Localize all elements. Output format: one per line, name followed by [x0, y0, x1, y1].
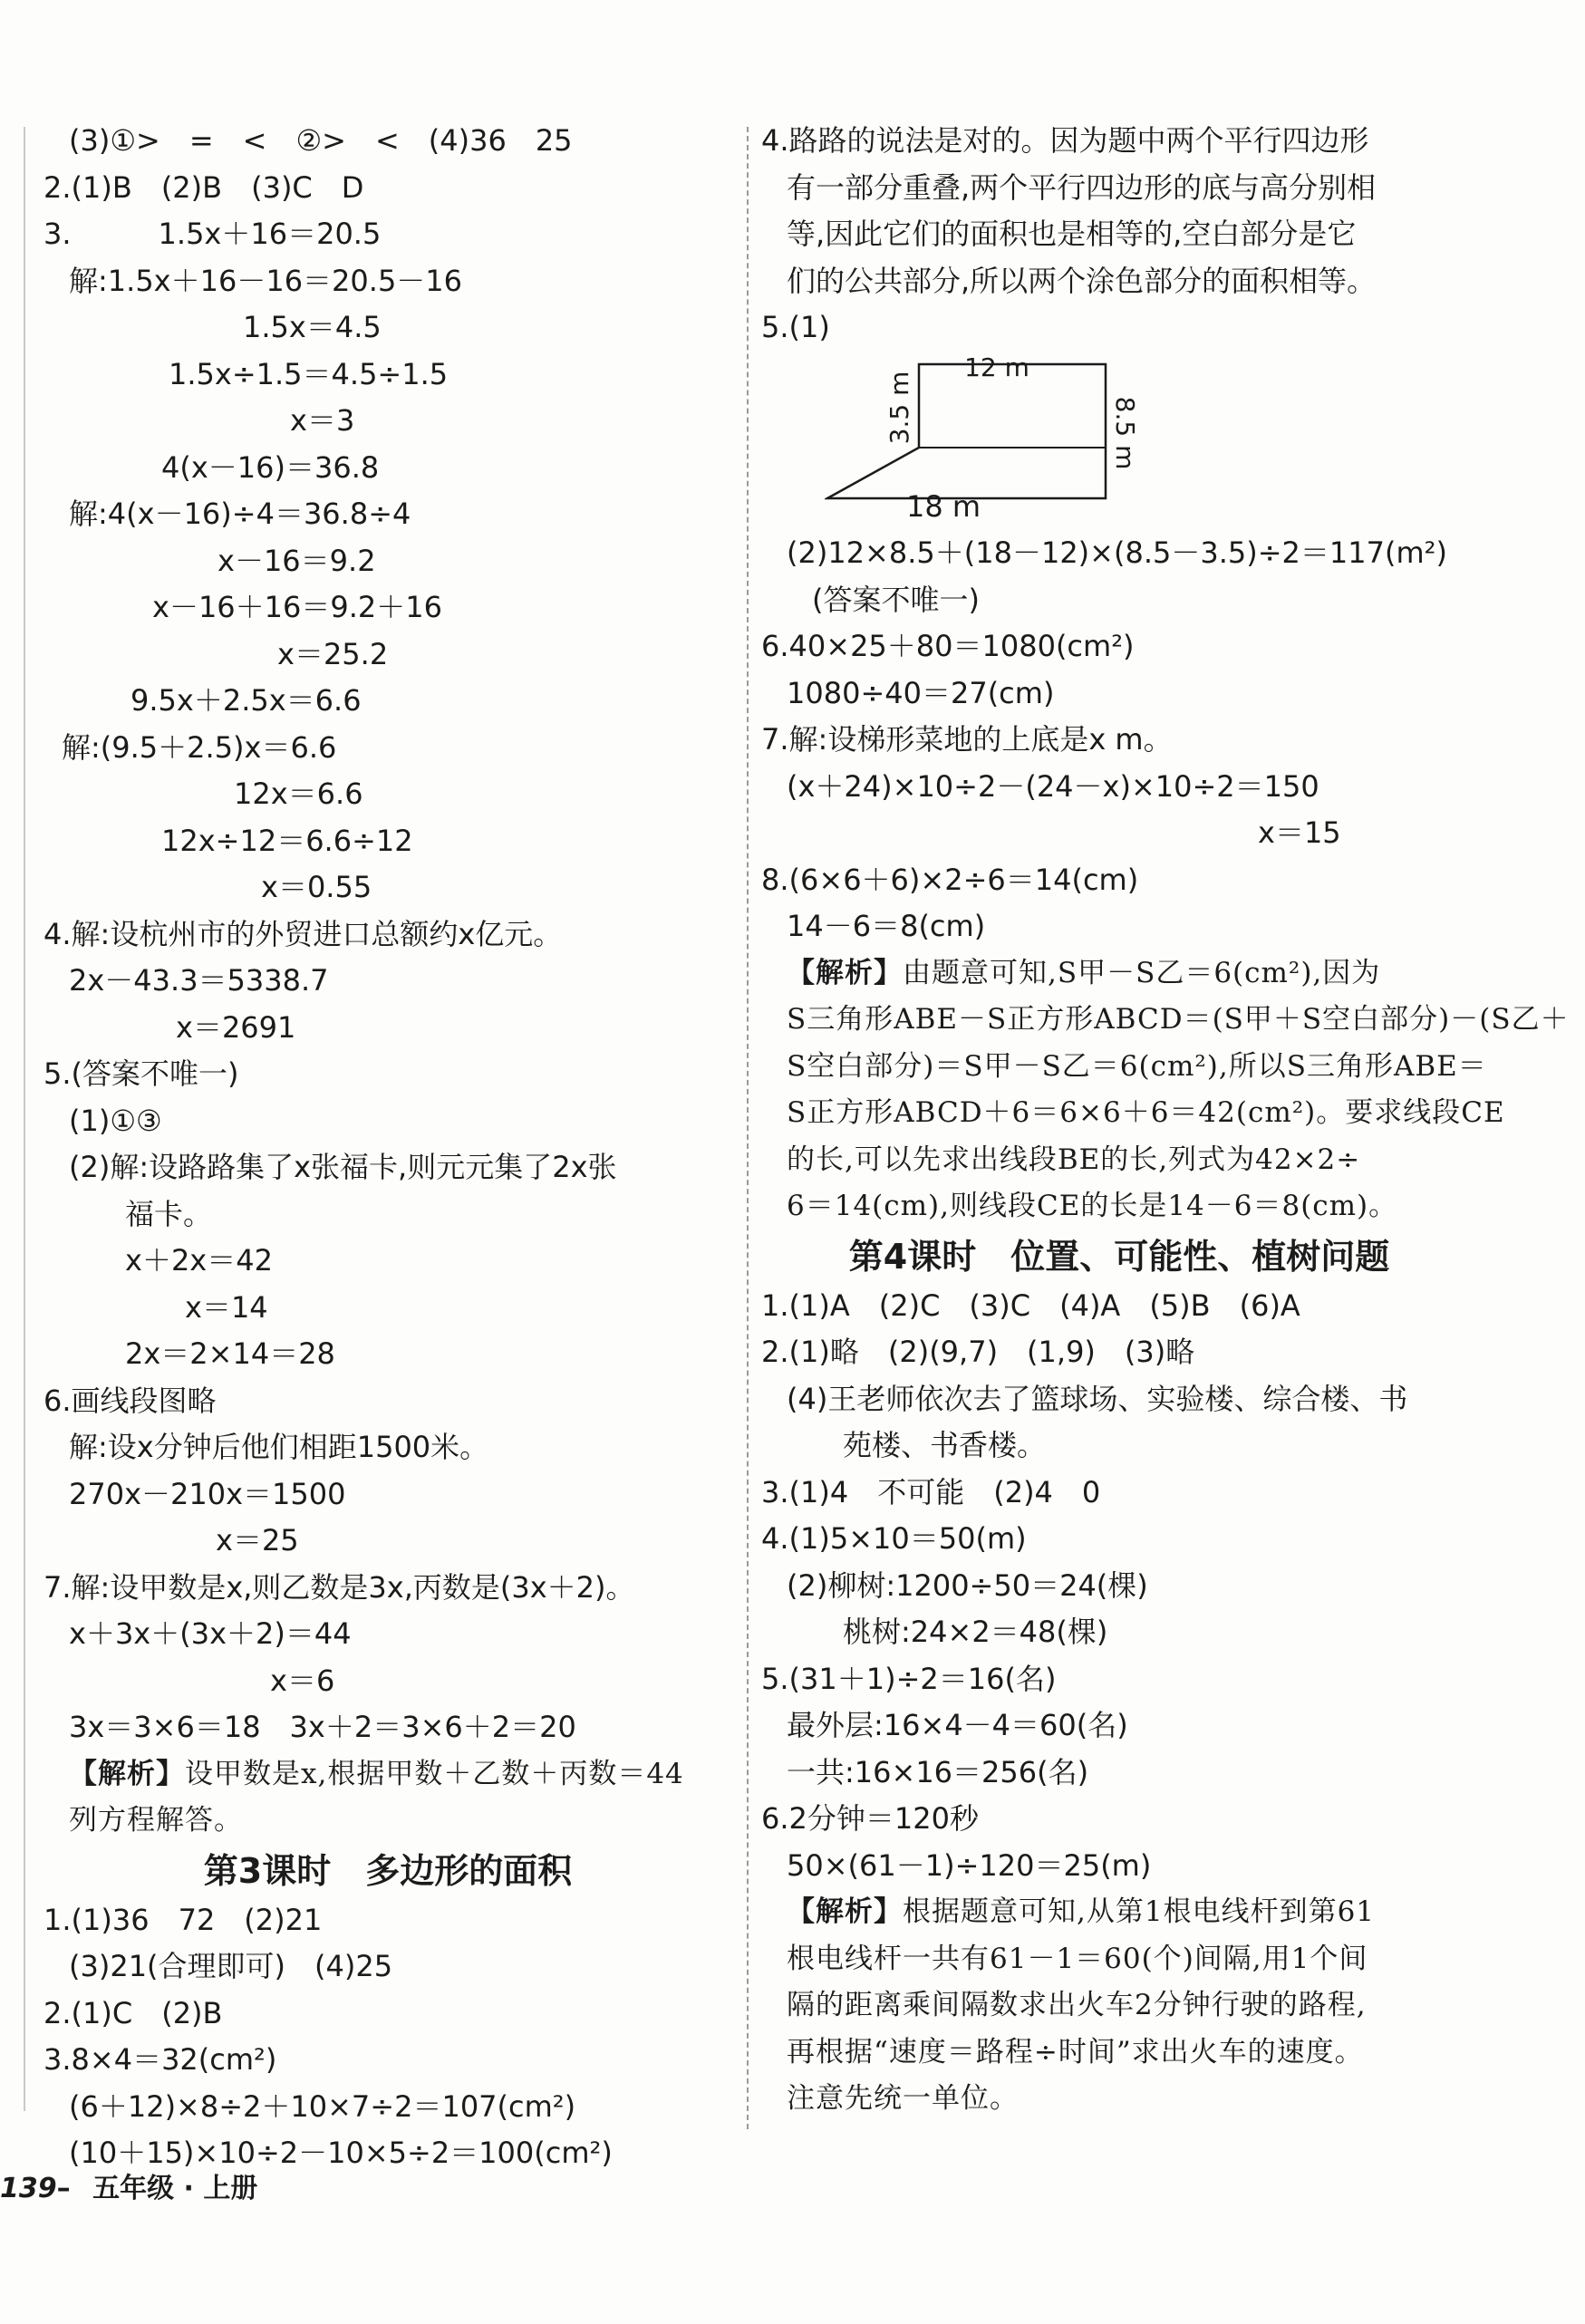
top-label: 12 m — [964, 354, 1029, 382]
answer-line: x＝14 — [185, 1289, 268, 1325]
answer-line: 等,因此它们的面积也是相等的,空白部分是它 — [787, 217, 1357, 251]
left-column — [43, 118, 732, 2177]
section-title: 第3课时 多边形的面积 — [203, 1850, 573, 1891]
column-divider — [747, 127, 749, 2129]
answer-line: (2)解:设路路集了x张福卡,则元元集了2x张 — [69, 1150, 617, 1184]
answer-line: 2.(1)略 (2)(9,7) (1,9) (3)略 — [761, 1335, 1195, 1369]
answer-line: 2.(1)B (2)B (3)C D — [43, 169, 364, 205]
answer-line: 5.(1) — [761, 310, 830, 344]
answer-line: x＋2x＝42 — [125, 1243, 273, 1278]
analysis-tag: 【解析】 — [69, 1757, 185, 1790]
answer-line: 4.解:设杭州市的外贸进口总额约x亿元。 — [43, 916, 563, 951]
answer-line: 14－6＝8(cm) — [787, 909, 986, 943]
answer-line: 12x＝6.6 — [234, 776, 363, 811]
answer-line: 50×(61－1)÷120＝25(m) — [787, 1847, 1152, 1883]
answer-line: 4.(1)5×10＝50(m) — [761, 1521, 1027, 1556]
analysis-line: 的长,可以先求出线段BE的长,列式为42×2÷ — [787, 1143, 1361, 1176]
answer-line: (x＋24)×10÷2－(24－x)×10÷2＝150 — [787, 768, 1319, 804]
answer-line: (3)①> = < ②> < (4)36 25 — [69, 123, 573, 158]
page-number: 139 — [0, 2173, 57, 2204]
answer-line: x＝15 — [1258, 815, 1341, 850]
section-title: 第4课时 位置、可能性、植树问题 — [848, 1236, 1390, 1277]
analysis-line: 【解析】设甲数是x,根据甲数＋乙数＋丙数＝44 — [69, 1757, 684, 1790]
analysis-line: S空白部分)＝S甲－S乙＝6(cm²),所以S三角形ABE＝ — [787, 1049, 1487, 1083]
answer-line: 解:4(x－16)÷4＝36.8÷4 — [69, 497, 411, 531]
answer-line: 6.40×25＋80＝1080(cm²) — [761, 629, 1135, 663]
right-column — [761, 118, 1570, 2123]
answer-line: 1.(1)36 72 (2)21 — [43, 1902, 323, 1937]
answer-line: x＝0.55 — [261, 870, 372, 904]
analysis-line: 6＝14(cm),则线段CE的长是14－6＝8(cm)。 — [787, 1190, 1398, 1222]
answer-line: 桃树:24×2＝48(棵) — [843, 1615, 1108, 1649]
answer-line: 2.(1)C (2)B — [43, 1995, 223, 2030]
answer-line: (3)21(合理即可) (4)25 — [69, 1949, 393, 1983]
answer-line: 7.解:设甲数是x,则乙数是3x,丙数是(3x＋2)。 — [43, 1569, 635, 1605]
answer-line: 6.2分钟＝120秒 — [761, 1801, 979, 1836]
footer-dash: – — [56, 2173, 71, 2204]
answer-line: 解:(9.5＋2.5)x＝6.6 — [62, 729, 337, 765]
answer-line: 1.(1)A (2)C (3)C (4)A (5)B (6)A — [761, 1287, 1300, 1323]
answer-line: 1.5x÷1.5＝4.5÷1.5 — [169, 356, 449, 391]
answer-line: 苑楼、书香楼。 — [843, 1428, 1047, 1462]
analysis-line: 隔的距离乘间隔数求出火车2分钟行驶的路程, — [787, 1989, 1367, 2021]
analysis-line: 再根据“速度＝路程÷时间”求出火车的速度。 — [787, 2035, 1364, 2068]
answer-line: 3.8×4＝32(cm²) — [43, 2042, 277, 2077]
answer-line: x＝25 — [216, 1523, 299, 1557]
answer-line: 解:1.5x＋16－16＝20.5－16 — [69, 263, 463, 298]
answer-line: x－16＋16＝9.2＋16 — [152, 590, 442, 624]
answer-line: 5.(答案不唯一) — [43, 1056, 239, 1091]
analysis-line: S三角形ABE－S正方形ABCD＝(S甲＋S空白部分)－(S乙＋ — [787, 1003, 1570, 1036]
answer-line: 3x＝3×6＝18 3x＋2＝3×6＋2＝20 — [69, 1710, 576, 1744]
trapezoid-figure — [761, 355, 1477, 518]
answer-line: 6.画线段图略 — [43, 1383, 217, 1418]
analysis-line: 列方程解答。 — [69, 1804, 243, 1837]
answer-line: x＝3 — [290, 403, 355, 438]
analysis-line: 【解析】根据题意可知,从第1根电线杆到第61 — [787, 1895, 1376, 1928]
answer-line: (1)①③ — [69, 1103, 162, 1138]
bottom-label: 18 m — [906, 488, 981, 524]
right-label: 8.5 m — [1110, 396, 1140, 469]
answer-line: (10＋15)×10÷2－10×5÷2＝100(cm²) — [69, 2136, 613, 2170]
answer-line: 2x－43.3＝5338.7 — [69, 963, 329, 998]
answer-line: 们的公共部分,所以两个涂色部分的面积相等。 — [787, 263, 1377, 298]
answer-line: 福卡。 — [125, 1196, 213, 1231]
answer-line: 4(x－16)＝36.8 — [161, 449, 380, 485]
page-footer — [0, 2165, 257, 2205]
answer-line: 9.5x＋2.5x＝6.6 — [130, 683, 362, 718]
left-label: 3.5 m — [884, 371, 914, 444]
analysis-line: 【解析】由题意可知,S甲－S乙＝6(cm²),因为 — [787, 956, 1381, 989]
answer-line: 一共:16×16＝256(名) — [787, 1754, 1089, 1789]
analysis-line: 根电线杆一共有61－1＝60(个)间隔,用1个间 — [787, 1942, 1368, 1975]
margin-rule — [24, 127, 25, 2111]
answer-line: 3.(1)4 不可能 (2)4 0 — [761, 1474, 1101, 1509]
answer-line: 7.解:设梯形菜地的上底是x m。 — [761, 722, 1173, 757]
analysis-tag: 【解析】 — [787, 1895, 903, 1928]
analysis-line: S正方形ABCD＋6＝6×6＋6＝42(cm²)。要求线段CE — [787, 1096, 1505, 1129]
answer-line: (6＋12)×8÷2＋10×7÷2＝107(cm²) — [69, 2088, 576, 2124]
answer-line: (4)王老师依次去了篮球场、实验楼、综合楼、书 — [787, 1381, 1408, 1416]
answer-line: 最外层:16×4－4＝60(名) — [787, 1708, 1128, 1742]
answer-line: x－16＝9.2 — [217, 543, 376, 578]
answer-line: (2)柳树:1200÷50＝24(棵) — [787, 1567, 1148, 1603]
answer-line: 3. 1.5x＋16＝20.5 — [43, 217, 382, 251]
grade-label: 五年级 · 上册 — [92, 2173, 258, 2204]
analysis-line: 注意先统一单位。 — [787, 2082, 1019, 2115]
answer-line: 有一部分重叠,两个平行四边形的底与高分别相 — [787, 169, 1377, 205]
answer-line: x＝25.2 — [277, 636, 389, 671]
answer-line: 1.5x＝4.5 — [243, 310, 382, 344]
answer-line: 270x－210x＝1500 — [69, 1476, 346, 1511]
answer-line: (2)12×8.5＋(18－12)×(8.5－3.5)÷2＝117(m²) — [787, 535, 1447, 570]
answer-line: 4.路路的说法是对的。因为题中两个平行四边形 — [761, 123, 1369, 158]
answer-line: 2x＝2×14＝28 — [125, 1336, 335, 1371]
answer-line: x＝2691 — [176, 1009, 296, 1045]
answer-line: 1080÷40＝27(cm) — [787, 675, 1055, 710]
answer-line: x＝6 — [270, 1663, 335, 1698]
trapezoid-outline — [827, 364, 1106, 498]
answer-line: x＋3x＋(3x＋2)＝44 — [69, 1616, 352, 1651]
answer-line: 8.(6×6＋6)×2÷6＝14(cm) — [761, 862, 1139, 897]
answer-line: 5.(31＋1)÷2＝16(名) — [761, 1661, 1057, 1696]
trapezoid-diagram — [825, 355, 1151, 518]
answer-line: (答案不唯一) — [812, 582, 980, 617]
analysis-tag: 【解析】 — [787, 956, 903, 989]
answer-line: 12x÷12＝6.6÷12 — [161, 823, 413, 858]
answer-line: 解:设x分钟后他们相距1500米。 — [69, 1430, 489, 1464]
